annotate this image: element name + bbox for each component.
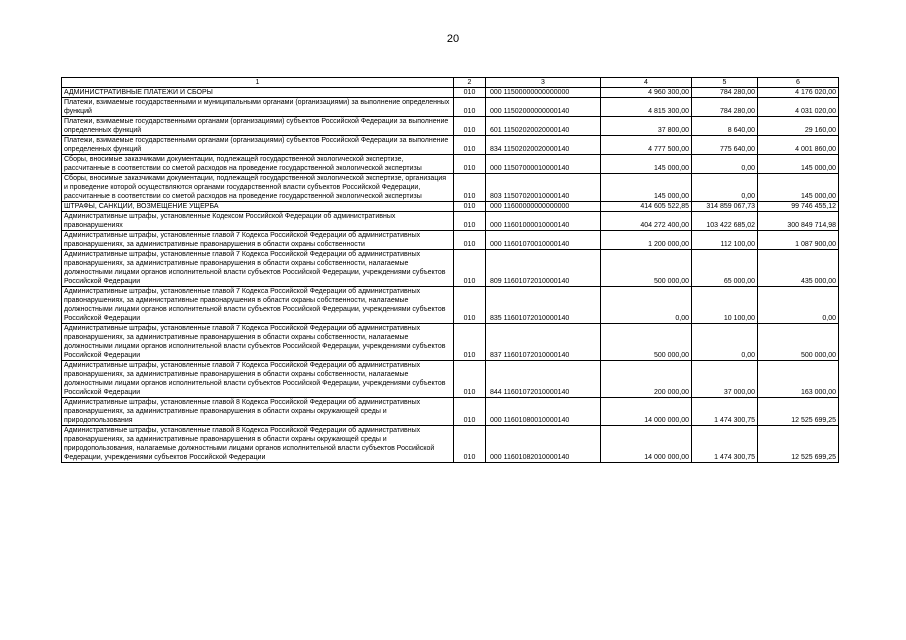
row-executed-value: 103 422 685,02 (692, 212, 758, 231)
row-code: 010 (454, 117, 486, 136)
row-description: Административные штрафы, установленные главой 7 Кодекса Российской Федерации об административных правонарушениях, за административные правонарушения в области охраны собственности, налагаемые должностными лицами органов исполнительной власти субъектов Российской Федерации, учреждениями субъектов Российской Федерации (62, 287, 454, 324)
row-code: 010 (454, 398, 486, 426)
row-code: 010 (454, 174, 486, 202)
row-kbk-code: 000 11502000000000140 (486, 98, 601, 117)
row-description: Административные штрафы, установленные главой 7 Кодекса Российской Федерации об административных правонарушениях, за административные правонарушения в области охраны собственности (62, 231, 454, 250)
row-plan-value: 14 000 000,00 (601, 398, 692, 426)
row-executed-value: 0,00 (692, 155, 758, 174)
row-remaining-value: 500 000,00 (758, 324, 839, 361)
column-header: 5 (692, 78, 758, 88)
row-description: Административные штрафы, установленные главой 8 Кодекса Российской Федерации об административных правонарушениях, за административные правонарушения в области охраны окружающей среды и природопользования (62, 398, 454, 426)
table-row (62, 361, 839, 398)
row-kbk-code: 844 11601072010000140 (486, 361, 601, 398)
row-kbk-code: 835 11601072010000140 (486, 287, 601, 324)
row-plan-value: 1 200 000,00 (601, 231, 692, 250)
column-header: 4 (601, 78, 692, 88)
row-kbk-code: 000 11601070010000140 (486, 231, 601, 250)
row-executed-value: 1 474 300,75 (692, 426, 758, 463)
row-description: Административные штрафы, установленные главой 7 Кодекса Российской Федерации об административных правонарушениях, за административные правонарушения в области охраны собственности, налагаемые должностными лицами органов исполнительной власти субъектов Российской Федерации, учреждениями субъектов Российской Федерации (62, 324, 454, 361)
row-description: Платежи, взимаемые государственными и муниципальными органами (организациями) за выполнение определенных функций (62, 98, 454, 117)
row-plan-value: 37 800,00 (601, 117, 692, 136)
row-remaining-value: 1 087 900,00 (758, 231, 839, 250)
row-code: 010 (454, 212, 486, 231)
row-kbk-code: 000 11507000010000140 (486, 155, 601, 174)
row-executed-value: 1 474 300,75 (692, 398, 758, 426)
row-code: 010 (454, 231, 486, 250)
table-row (62, 202, 839, 212)
table-row (62, 287, 839, 324)
table-row (62, 231, 839, 250)
row-remaining-value: 12 525 699,25 (758, 398, 839, 426)
row-description: Платежи, взимаемые государственными органами (организациями) субъектов Российской Федерации за выполнение определенных функций (62, 117, 454, 136)
table-row (62, 117, 839, 136)
table-row (62, 250, 839, 287)
table-row (62, 324, 839, 361)
row-remaining-value: 435 000,00 (758, 250, 839, 287)
row-remaining-value: 4 031 020,00 (758, 98, 839, 117)
column-header: 3 (486, 78, 601, 88)
row-description: Сборы, вносимые заказчиками документации, подлежащей государственной экологической экспертизе, организация и проведение которой осуществляются органами государственной власти субъектов Российской Федерации, рассчитанные в соответствии со сметой расходов на проведение государственной экологической экспертизы (62, 174, 454, 202)
row-kbk-code: 000 11500000000000000 (486, 88, 601, 98)
row-executed-value: 37 000,00 (692, 361, 758, 398)
row-code: 010 (454, 202, 486, 212)
row-description: Административные штрафы, установленные Кодексом Российской Федерации об административных правонарушениях (62, 212, 454, 231)
row-plan-value: 0,00 (601, 287, 692, 324)
row-description: Административные штрафы, установленные главой 8 Кодекса Российской Федерации об административных правонарушениях, за административные правонарушения в области охраны окружающей среды и природопользования, налагаемые должностными лицами органов исполнительной власти субъектов Российской Федерации, учреждениями субъектов Российской Федерации (62, 426, 454, 463)
row-executed-value: 314 859 067,73 (692, 202, 758, 212)
row-kbk-code: 000 11601000010000140 (486, 212, 601, 231)
row-code: 010 (454, 88, 486, 98)
row-description: ШТРАФЫ, САНКЦИИ, ВОЗМЕЩЕНИЕ УЩЕРБА (62, 202, 454, 212)
row-executed-value: 784 280,00 (692, 98, 758, 117)
revenue-table (61, 77, 839, 463)
row-description: АДМИНИСТРАТИВНЫЕ ПЛАТЕЖИ И СБОРЫ (62, 88, 454, 98)
row-executed-value: 775 640,00 (692, 136, 758, 155)
row-plan-value: 4 960 300,00 (601, 88, 692, 98)
row-remaining-value: 145 000,00 (758, 155, 839, 174)
row-code: 010 (454, 155, 486, 174)
row-kbk-code: 000 11601080010000140 (486, 398, 601, 426)
row-description: Сборы, вносимые заказчиками документации, подлежащей государственной экологической экспертизе, рассчитанные в соответствии со сметой расходов на проведение государственной экологической экспертизы (62, 155, 454, 174)
row-description: Административные штрафы, установленные главой 7 Кодекса Российской Федерации об административных правонарушениях, за административные правонарушения в области охраны собственности, налагаемые должностными лицами органов исполнительной власти субъектов Российской Федерации, учреждениями субъектов Российской Федерации (62, 250, 454, 287)
table-header-row (62, 78, 839, 88)
row-kbk-code: 834 11502020020000140 (486, 136, 601, 155)
row-plan-value: 500 000,00 (601, 324, 692, 361)
row-plan-value: 145 000,00 (601, 174, 692, 202)
row-code: 010 (454, 250, 486, 287)
row-plan-value: 500 000,00 (601, 250, 692, 287)
row-remaining-value: 4 176 020,00 (758, 88, 839, 98)
table-row (62, 88, 839, 98)
row-description: Платежи, взимаемые государственными органами (организациями) субъектов Российской Федерации за выполнение определенных функций (62, 136, 454, 155)
row-code: 010 (454, 136, 486, 155)
row-executed-value: 8 640,00 (692, 117, 758, 136)
row-remaining-value: 300 849 714,98 (758, 212, 839, 231)
table-row (62, 98, 839, 117)
row-code: 010 (454, 324, 486, 361)
row-kbk-code: 000 11601082010000140 (486, 426, 601, 463)
row-executed-value: 0,00 (692, 324, 758, 361)
row-plan-value: 4 815 300,00 (601, 98, 692, 117)
page-number: 20 (446, 33, 460, 45)
table-row (62, 136, 839, 155)
row-remaining-value: 0,00 (758, 287, 839, 324)
row-remaining-value: 145 000,00 (758, 174, 839, 202)
table-row (62, 426, 839, 463)
row-executed-value: 112 100,00 (692, 231, 758, 250)
row-code: 010 (454, 361, 486, 398)
row-plan-value: 145 000,00 (601, 155, 692, 174)
row-plan-value: 14 000 000,00 (601, 426, 692, 463)
row-executed-value: 10 100,00 (692, 287, 758, 324)
row-executed-value: 784 280,00 (692, 88, 758, 98)
row-plan-value: 414 605 522,85 (601, 202, 692, 212)
row-description: Административные штрафы, установленные главой 7 Кодекса Российской Федерации об административных правонарушениях, за административные правонарушения в области охраны собственности, налагаемые должностными лицами органов исполнительной власти субъектов Российской Федерации, учреждениями субъектов Российской Федерации (62, 361, 454, 398)
row-code: 010 (454, 287, 486, 324)
row-executed-value: 0,00 (692, 174, 758, 202)
table-row (62, 155, 839, 174)
row-remaining-value: 99 746 455,12 (758, 202, 839, 212)
row-plan-value: 4 777 500,00 (601, 136, 692, 155)
row-remaining-value: 163 000,00 (758, 361, 839, 398)
row-plan-value: 200 000,00 (601, 361, 692, 398)
column-header: 1 (62, 78, 454, 88)
row-remaining-value: 29 160,00 (758, 117, 839, 136)
row-kbk-code: 837 11601072010000140 (486, 324, 601, 361)
row-kbk-code: 601 11502020020000140 (486, 117, 601, 136)
row-remaining-value: 12 525 699,25 (758, 426, 839, 463)
row-remaining-value: 4 001 860,00 (758, 136, 839, 155)
column-header: 2 (454, 78, 486, 88)
row-plan-value: 404 272 400,00 (601, 212, 692, 231)
table-row (62, 174, 839, 202)
table-row (62, 398, 839, 426)
column-header: 6 (758, 78, 839, 88)
row-kbk-code: 803 11507020010000140 (486, 174, 601, 202)
table-row (62, 212, 839, 231)
row-executed-value: 65 000,00 (692, 250, 758, 287)
row-code: 010 (454, 98, 486, 117)
row-kbk-code: 809 11601072010000140 (486, 250, 601, 287)
row-kbk-code: 000 11600000000000000 (486, 202, 601, 212)
row-code: 010 (454, 426, 486, 463)
